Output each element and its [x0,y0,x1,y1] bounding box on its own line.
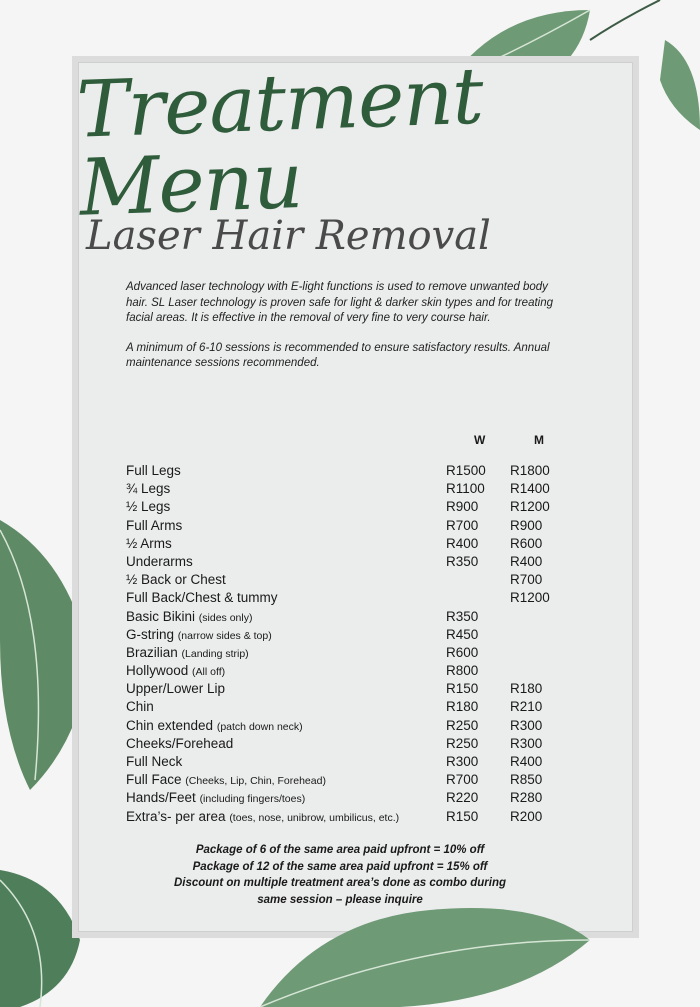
treatment-label: Full Neck [126,754,183,769]
column-header-women: W [474,433,486,447]
treatment-label: Underarms [126,553,193,569]
treatment-label: Hands/Feet [126,790,196,806]
treatment-name [126,517,182,535]
price-row [126,753,566,771]
price-men: R180 [510,681,543,697]
price-row [126,608,566,626]
treatment-name [126,626,272,645]
price-women: R250 [446,717,479,733]
treatment-name [126,753,182,771]
treatment-label: ¾ Legs [126,481,171,497]
price-men: R300 [510,717,543,733]
intro-paragraph: Advanced laser technology with E-light functions is used to remove unwanted body hair. SL Laser technology is proven safe for light & darker skin types and for treating facial areas. It is effective in the removal of very fine to very course hair. [126,281,554,324]
price-list [126,462,566,826]
treatment-label: Extra’s- per area [126,808,226,824]
discount-line: Package of 12 of the same area paid upfront = 15% off [192,860,488,873]
treatment-name [126,717,303,736]
treatment-label: ½ Back or Chest [126,572,226,588]
price-women: R700 [446,772,479,788]
price-row [126,698,566,716]
price-row [126,771,566,789]
price-women: R220 [446,790,479,806]
treatment-name [126,771,326,790]
treatment-name [126,662,225,681]
treatment-name [126,498,170,516]
price-women: R900 [446,499,479,515]
price-women: R450 [446,626,479,642]
treatment-note: (sides only) [198,611,253,624]
price-row [126,498,566,516]
price-women: R700 [446,517,479,533]
treatment-label: G-string [126,626,175,642]
price-men: R300 [510,735,543,751]
price-women: R400 [446,535,479,551]
price-row [126,517,566,535]
price-row [126,717,566,735]
discount-line: Discount on multiple treatment area’s done as combo during [173,877,507,889]
treatment-label: Chin extended [126,717,214,733]
treatment-name [126,789,305,808]
price-men: R1400 [510,481,550,497]
price-women: R350 [446,553,479,569]
price-men: R1800 [510,463,550,478]
intro-paragraph: A minimum of 6-10 sessions is recommended to ensure satisfactory results. Annual maintenance sessions recommended. [126,341,550,369]
treatment-note: (including fingers/toes) [199,793,306,806]
treatment-note: (toes, nose, unibrow, umbilicus, etc.) [229,811,400,824]
price-women: R180 [446,699,479,715]
price-row [126,789,566,807]
treatment-note: (Landing strip) [181,647,249,660]
treatment-note: (patch down neck) [216,720,303,733]
discount-line: same session – please inquire [257,893,423,906]
treatment-name [126,535,172,553]
treatment-name [126,680,225,698]
treatment-label: Chin [126,699,154,715]
treatment-name [126,735,233,753]
price-row [126,553,566,571]
price-women: R1100 [446,481,485,497]
price-row [126,626,566,644]
price-row [126,680,566,698]
price-row [126,589,566,607]
treatment-name [126,808,399,827]
treatment-label: Full Face [126,772,182,788]
treatment-label: Basic Bikini [126,608,196,624]
price-row [126,571,566,589]
treatment-label: ½ Legs [126,499,171,515]
treatment-label: Upper/Lower Lip [126,681,226,697]
treatment-label: Cheeks/Forehead [126,735,234,751]
price-men: R1200 [510,499,550,515]
treatment-name [126,608,252,627]
treatment-name [126,462,181,480]
price-row [126,662,566,680]
price-men: R700 [510,572,543,588]
price-men: R850 [510,772,543,788]
price-row [126,535,566,553]
price-men: R900 [510,517,543,533]
price-men: R400 [510,553,543,569]
price-women: R300 [446,754,479,769]
page-subtitle: Laser Hair Removal [86,213,491,259]
price-men: R280 [510,790,543,806]
treatment-label: Full Back/Chest & tummy [126,590,278,606]
treatment-label: ½ Arms [126,535,172,551]
treatment-label: Full Arms [126,517,183,533]
treatment-note: (narrow sides & top) [177,629,272,642]
price-men: R600 [510,535,543,551]
discount-notes [110,842,570,908]
treatment-name [126,553,193,571]
price-men: R210 [510,699,543,715]
page-title: Treatment Menu [75,51,485,234]
price-row [126,462,566,480]
treatment-note: (All off) [192,666,226,679]
price-women: R600 [446,644,479,660]
treatment-label: Hollywood [126,663,189,679]
treatment-name [126,698,154,716]
treatment-label: Brazilian [126,644,178,660]
price-men: R200 [510,808,543,824]
price-row [126,480,566,498]
price-women: R250 [446,735,479,751]
intro-text [126,280,556,386]
price-women: R800 [446,663,479,679]
treatment-label: Full Legs [126,463,181,478]
treatment-name [126,571,226,589]
price-row [126,644,566,662]
discount-line: Package of 6 of the same area paid upfront = 10% off [195,844,485,856]
treatment-name [126,589,278,607]
price-women: R350 [446,608,479,624]
treatment-name [126,480,170,498]
column-header-men: M [534,433,544,447]
price-women: R150 [446,681,479,697]
price-women: R150 [446,808,479,824]
treatment-note: (Cheeks, Lip, Chin, Forehead) [185,775,326,788]
price-men: R400 [510,754,543,769]
price-row [126,808,566,826]
price-men: R1200 [510,590,550,606]
price-women: R1500 [446,463,486,478]
price-row [126,735,566,753]
treatment-name [126,644,249,663]
leaf-decoration-bottom [240,900,600,1007]
